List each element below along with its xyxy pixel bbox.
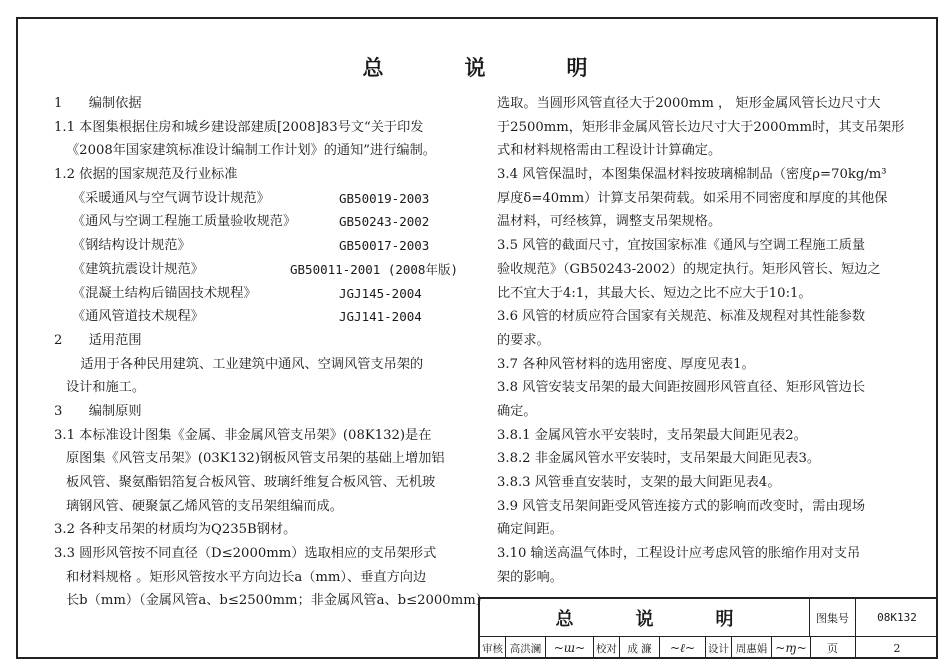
atlas-number-label: 图集号 (810, 599, 856, 637)
standard-code: GB50019-2003 (339, 190, 430, 206)
page-label: 页 (810, 637, 856, 659)
standard-row (54, 282, 464, 306)
page-number: 2 (893, 641, 901, 655)
standard-name: 《钢结构设计规范》 (72, 238, 191, 254)
standard-row (54, 187, 464, 211)
text-line: 1.1 本图集根据住房和城乡建设部建质[2008]83号文“关于印发 (54, 119, 424, 135)
text-line: 长b（mm）（金属风管a、b≤2500mm；非金属风管a、b≤2000mm） (66, 593, 489, 609)
right-column (497, 92, 917, 589)
standard-name: 《通风管道技术规程》 (72, 309, 204, 325)
text-line: 确定间距。 (497, 522, 563, 538)
title-block-name: 总 说 明 (480, 599, 810, 637)
reviewer-signature: ~ɯ~ (546, 637, 594, 659)
standard-name: 《混凝土结构后锚固技术规程》 (72, 285, 257, 301)
text-line: 和材料规格 。矩形风管按水平方向边长a（mm）、垂直方向边 (66, 569, 427, 585)
standard-code: GB50011-2001 (2008年版) (290, 261, 458, 277)
review-label: 审核 (480, 637, 506, 659)
text-line: 《2008年国家建筑标准设计编制工作计划》的通知”进行编制。 (66, 143, 436, 159)
check-label: 校对 (594, 637, 620, 659)
text-line: 于2500mm，矩形非金属风管长边尺寸大于2000mm时，其支吊架形 (497, 119, 905, 135)
standard-name: 《通风与空调工程施工质量验收规范》 (72, 214, 297, 230)
text-line: 厚度δ=40mm）计算支吊架荷载。如采用不同密度和厚度的其他保 (497, 190, 888, 206)
text-line: 3.8.2 非金属风管水平安装时，支吊架最大间距见表3。 (497, 451, 821, 467)
text-line: 温材料，可经核算，调整支吊架规格。 (497, 214, 722, 230)
standard-name: 《建筑抗震设计规范》 (72, 261, 204, 277)
atlas-number: 08K132 (856, 599, 938, 637)
standard-code: GB50017-2003 (339, 238, 430, 254)
text-line: 璃钢风管、硬聚氯乙烯风管的支吊架组编而成。 (66, 498, 343, 514)
text-line: 3.10 输送高温气体时，工程设计应考虑风管的胀缩作用对支吊 (497, 546, 861, 562)
text-line: 原图集《风管支吊架》(03K132)钢板风管支吊架的基础上增加铝 (66, 451, 445, 467)
text-line: 适用于各种民用建筑、工业建筑中通风、空调风管支吊架的 (54, 356, 424, 372)
text-line: 设计和施工。 (66, 380, 146, 396)
text-line: 3.4 风管保温时，本图集保温材料按玻璃棉制品（密度ρ=70kg/m³ (497, 167, 887, 183)
standard-row (54, 258, 464, 282)
text-line: 3.3 圆形风管按不同直径（D≤2000mm）选取相应的支吊架形式 (54, 546, 437, 562)
text-line: 3.2 各种支吊架的材质均为Q235B钢材。 (54, 522, 297, 538)
standard-code: JGJ141-2004 (339, 309, 422, 325)
left-column (54, 92, 489, 613)
standard-name: 《采暖通风与空气调节设计规范》 (72, 190, 270, 206)
standard-row (54, 210, 464, 234)
standard-code: JGJ145-2004 (339, 285, 422, 301)
standard-code: GB50243-2002 (339, 214, 430, 230)
text-line: 确定。 (497, 403, 537, 419)
title-block (478, 597, 938, 659)
signature-row (480, 637, 811, 659)
text-line: 板风管、聚氨酯铝箔复合板风管、玻璃纤维复合板风管、无机玻 (66, 475, 436, 490)
page-title: 总 说 明 (362, 56, 618, 80)
designer-signature: ~ɱ~ (775, 641, 807, 655)
text-line: 比不宜大于4:1，其最大长、短边之比不应大于10:1。 (497, 285, 812, 301)
checker-signature: ~ℓ~ (660, 637, 706, 659)
design-label: 设计 (706, 637, 732, 659)
text-line: 2 适用范围 (54, 332, 142, 348)
standard-row (54, 305, 464, 329)
text-line: 3 编制原则 (54, 403, 142, 419)
text-line: 3.9 风管支吊架间距受风管连接方式的影响而改变时，需由现场 (497, 498, 866, 514)
text-line: 3.5 风管的截面尺寸，宜按国家标准《通风与空调工程施工质量 (497, 238, 866, 254)
text-line: 3.8.3 风管垂直安装时，支架的最大间距见表4。 (497, 475, 781, 490)
designer-name: 周惠娟 (732, 637, 772, 659)
text-line: 架的影响。 (497, 569, 563, 585)
text-line: 选取。当圆形风管直径大于2000mm ， 矩形金属风管长边尺寸大 (497, 96, 881, 111)
text-line: 3.6 风管的材质应符合国家有关规范、标准及规程对其性能参数 (497, 309, 866, 325)
text-line: 3.7 各种风管材料的选用密度、厚度见表1。 (497, 356, 755, 372)
text-line: 的要求。 (497, 332, 550, 348)
text-line: 1.2 依据的国家规范及行业标准 (54, 167, 238, 183)
standard-row (54, 234, 464, 258)
text-line: 1 编制依据 (54, 96, 142, 111)
text-line: 3.8 风管安装支吊架的最大间距按圆形风管直径、矩形风管边长 (497, 380, 866, 396)
text-line: 3.1 本标准设计图集《金属、非金属风管支吊架》(08K132)是在 (54, 427, 432, 443)
text-line: 验收规范》（GB50243-2002）的规定执行。矩形风管长、短边之 (497, 261, 881, 277)
text-line: 式和材料规格需由工程设计计算确定。 (497, 143, 722, 159)
text-line: 3.8.1 金属风管水平安装时，支吊架最大间距见表2。 (497, 427, 807, 443)
reviewer-name: 高洪澜 (506, 637, 546, 659)
checker-name: 成 濂 (620, 637, 660, 659)
